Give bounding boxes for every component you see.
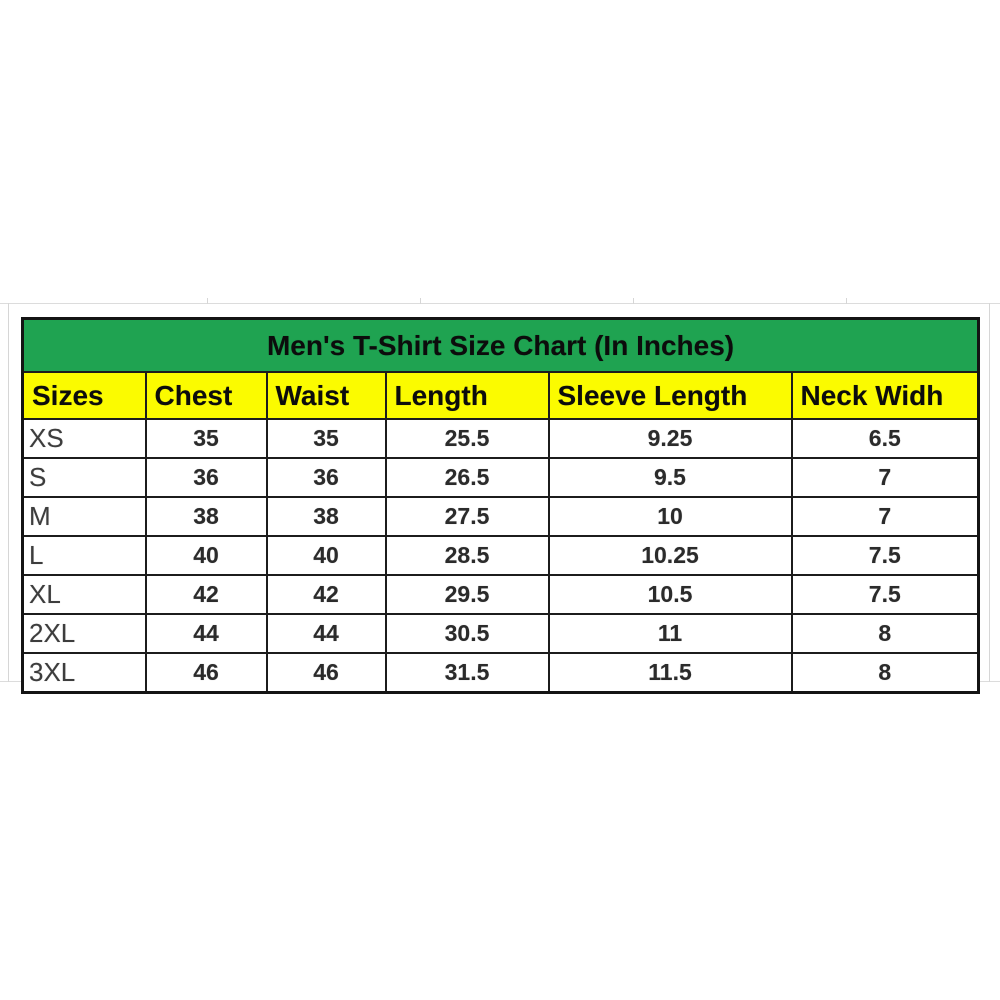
size-label: XL	[23, 575, 146, 614]
size-label: 2XL	[23, 614, 146, 653]
value-cell: 7	[792, 458, 979, 497]
value-cell: 8	[792, 653, 979, 693]
size-label: L	[23, 536, 146, 575]
value-cell: 44	[267, 614, 386, 653]
column-header-neck-width: Neck Widh	[792, 372, 979, 419]
value-cell: 28.5	[386, 536, 549, 575]
table-row-xl	[23, 575, 979, 614]
gridline-right	[989, 303, 990, 682]
gridline-tick	[846, 298, 847, 304]
value-cell: 40	[146, 536, 267, 575]
column-header-sizes: Sizes	[23, 372, 146, 419]
value-cell: 38	[146, 497, 267, 536]
value-cell: 7.5	[792, 575, 979, 614]
column-header-chest: Chest	[146, 372, 267, 419]
gridline-left	[8, 303, 9, 682]
gridline-tick	[633, 298, 634, 304]
table-row-3xl	[23, 653, 979, 693]
value-cell: 42	[267, 575, 386, 614]
value-cell: 36	[146, 458, 267, 497]
column-header-length: Length	[386, 372, 549, 419]
gridline-top	[0, 303, 1000, 304]
size-label: M	[23, 497, 146, 536]
value-cell: 40	[267, 536, 386, 575]
table-row-2xl	[23, 614, 979, 653]
column-header-sleeve-length: Sleeve Length	[549, 372, 792, 419]
value-cell: 9.5	[549, 458, 792, 497]
value-cell: 38	[267, 497, 386, 536]
table-title: Men's T-Shirt Size Chart (In Inches)	[23, 319, 979, 373]
value-cell: 10.5	[549, 575, 792, 614]
value-cell: 6.5	[792, 419, 979, 458]
table-row-s	[23, 458, 979, 497]
value-cell: 46	[267, 653, 386, 693]
value-cell: 7	[792, 497, 979, 536]
value-cell: 10.25	[549, 536, 792, 575]
value-cell: 9.25	[549, 419, 792, 458]
size-label: S	[23, 458, 146, 497]
value-cell: 42	[146, 575, 267, 614]
size-label: XS	[23, 419, 146, 458]
column-header-row	[23, 372, 979, 419]
value-cell: 29.5	[386, 575, 549, 614]
value-cell: 35	[146, 419, 267, 458]
value-cell: 11.5	[549, 653, 792, 693]
value-cell: 26.5	[386, 458, 549, 497]
value-cell: 11	[549, 614, 792, 653]
gridline-tick	[420, 298, 421, 304]
value-cell: 27.5	[386, 497, 549, 536]
value-cell: 35	[267, 419, 386, 458]
value-cell: 8	[792, 614, 979, 653]
size-label: 3XL	[23, 653, 146, 693]
gridline-tick	[207, 298, 208, 304]
value-cell: 25.5	[386, 419, 549, 458]
value-cell: 44	[146, 614, 267, 653]
value-cell: 10	[549, 497, 792, 536]
size-chart-table	[21, 317, 980, 694]
value-cell: 30.5	[386, 614, 549, 653]
column-header-waist: Waist	[267, 372, 386, 419]
value-cell: 31.5	[386, 653, 549, 693]
value-cell: 36	[267, 458, 386, 497]
table-row-xs	[23, 419, 979, 458]
value-cell: 46	[146, 653, 267, 693]
value-cell: 7.5	[792, 536, 979, 575]
table-row-m	[23, 497, 979, 536]
table-row-l	[23, 536, 979, 575]
table-title-row	[23, 319, 979, 373]
